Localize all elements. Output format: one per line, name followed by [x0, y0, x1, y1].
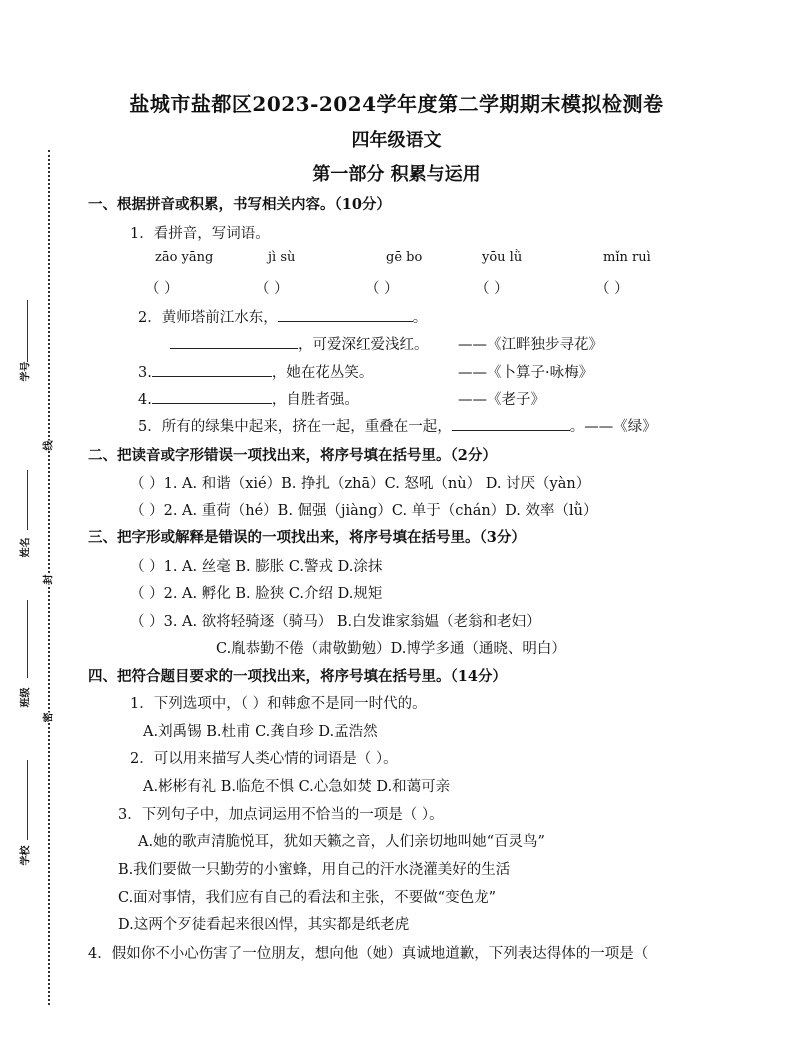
s4-q2-options: A.彬彬有礼 B.临危不惧 C.心急如焚 D.和蔼可亲: [143, 779, 451, 795]
s1-q5-line: [138, 415, 657, 436]
s1-q4-source: ——《老子》: [458, 392, 545, 408]
s4-q3-option-b: B.我们要做一只勤劳的小蜜蜂，用自己的汗水浇灌美好的生活: [118, 862, 511, 878]
s1-q1-prompt: 1．看拼音，写词语。: [130, 226, 270, 242]
exam-subtitle: 四年级语文: [351, 130, 442, 151]
pinyin-3: gē bo: [386, 250, 423, 265]
s1-q5-text: 5．所有的绿集中起来，挤在一起，重叠在一起，: [138, 419, 452, 435]
class-label: 班级: [20, 687, 32, 708]
cut-mark-secret: 密: [40, 713, 55, 723]
s3-q2[interactable]: （ ）2. A. 孵化 B. 脸狭 C.介绍 D.规矩: [130, 586, 383, 602]
s1-q4-num: 4.: [138, 392, 152, 408]
s1-q2-line2: [170, 333, 429, 354]
answer-bracket-1[interactable]: （ ）: [145, 281, 179, 297]
cut-mark-seal: 封: [40, 575, 55, 585]
section3-heading: 三、把字形或解释是错误的一项找出来，将序号填在括号里。（3分）: [88, 529, 526, 546]
s1-q2-source: ——《江畔独步寻花》: [458, 337, 603, 353]
school-underline[interactable]: [27, 760, 28, 840]
s1-q3-text: ，她在花丛笑。: [271, 365, 374, 381]
answer-bracket-3[interactable]: （ ）: [365, 281, 399, 297]
s3-q3[interactable]: （ ）3. A. 欲将轻骑逐（骑马） B.白发谁家翁媪（老翁和老妇）: [130, 614, 541, 630]
s3-q3-cont: C.胤恭勤不倦（肃敬勤勉）D.博学多通（通晓、明白）: [216, 641, 566, 657]
section1-heading: 一、根据拼音或积累，书写相关内容。（10分）: [88, 196, 391, 213]
s1-q3-blank[interactable]: [152, 362, 272, 377]
s1-q4-blank[interactable]: [152, 389, 272, 404]
s1-q2-line1: [138, 306, 427, 327]
s1-q3-num: 3.: [138, 365, 152, 381]
s4-q3[interactable]: 3．下列句子中，加点词运用不恰当的一项是（ ）。: [118, 807, 444, 823]
s1-q3-source: ——《卜算子·咏梅》: [458, 365, 594, 381]
s4-q3-option-d: D.这两个歹徒看起来很凶悍，其实都是纸老虎: [118, 917, 410, 933]
student-id-underline[interactable]: [27, 300, 28, 362]
s1-q2-end: 。: [412, 310, 428, 326]
exam-title: 盐城市盐都区2023-2024学年度第二学期期末模拟检测卷: [129, 92, 664, 116]
school-label: 学校: [20, 845, 32, 866]
s4-q3-option-a: A.她的歌声清脆悦耳，犹如天籁之音，人们亲切地叫她“百灵鸟”: [138, 834, 545, 850]
s4-q3-option-c: C.面对事情，我们应有自己的看法和主张，不要做“变色龙”: [118, 890, 497, 906]
s1-q5-end: 。——《绿》: [569, 419, 657, 435]
s4-q1-options: A.刘禹锡 B.杜甫 C.龚自珍 D.孟浩然: [143, 724, 378, 740]
answer-bracket-2[interactable]: （ ）: [255, 281, 289, 297]
cut-mark-line: 线: [40, 441, 55, 451]
name-underline[interactable]: [27, 470, 28, 530]
s1-q2-text: 2．黄师塔前江水东，: [138, 310, 278, 326]
pinyin-5: mǐn ruì: [603, 250, 651, 265]
student-id-label: 学号: [20, 361, 32, 382]
part-title: 第一部分 积累与运用: [312, 164, 481, 185]
s3-q1[interactable]: （ ）1. A. 丝毫 B. 膨胀 C.警戎 D.涂抹: [130, 559, 383, 575]
s4-q4[interactable]: 4．假如你不小心伤害了一位朋友，想向他（她）真诚地道歉，下列表达得体的一项是（: [88, 946, 649, 962]
section2-heading: 二、把读音或字形错误一项找出来，将序号填在括号里。（2分）: [88, 447, 497, 464]
s1-q4-text: ，自胜者强。: [271, 392, 359, 408]
s4-q2[interactable]: 2．可以用来描写人类心情的词语是（ ）。: [130, 751, 398, 767]
answer-bracket-4[interactable]: （ ）: [475, 281, 509, 297]
pinyin-2: jì sù: [268, 250, 296, 265]
s2-q1[interactable]: （ ）1. A. 和谐（xié）B. 挣扎（zhā）C. 怒吼（nù） D. 讨厌（yàn）: [130, 476, 591, 492]
s1-q2-blank2[interactable]: [170, 334, 298, 349]
pinyin-1: zāo yāng: [155, 250, 214, 265]
s1-q2-blank1[interactable]: [278, 307, 413, 322]
answer-bracket-5[interactable]: （ ）: [595, 281, 629, 297]
s1-q4-line: [138, 388, 359, 409]
section4-heading: 四、把符合题目要求的一项找出来，将序号填在括号里。（14分）: [88, 668, 507, 685]
s4-q1[interactable]: 1．下列选项中，（ ）和韩愈不是同一时代的。: [130, 696, 427, 712]
s1-q5-blank[interactable]: [452, 416, 570, 431]
name-label: 姓名: [20, 537, 32, 558]
class-underline[interactable]: [27, 600, 28, 678]
s1-q3-line: [138, 361, 373, 382]
s1-q2-line2-text: ，可爱深红爱浅红。: [298, 337, 429, 353]
s2-q2[interactable]: （ ）2. A. 重荷（hé）B. 倔强（jiàng）C. 单于（chán）D. 效率（lǜ）: [130, 503, 598, 519]
pinyin-4: yōu lǜ: [482, 250, 523, 265]
